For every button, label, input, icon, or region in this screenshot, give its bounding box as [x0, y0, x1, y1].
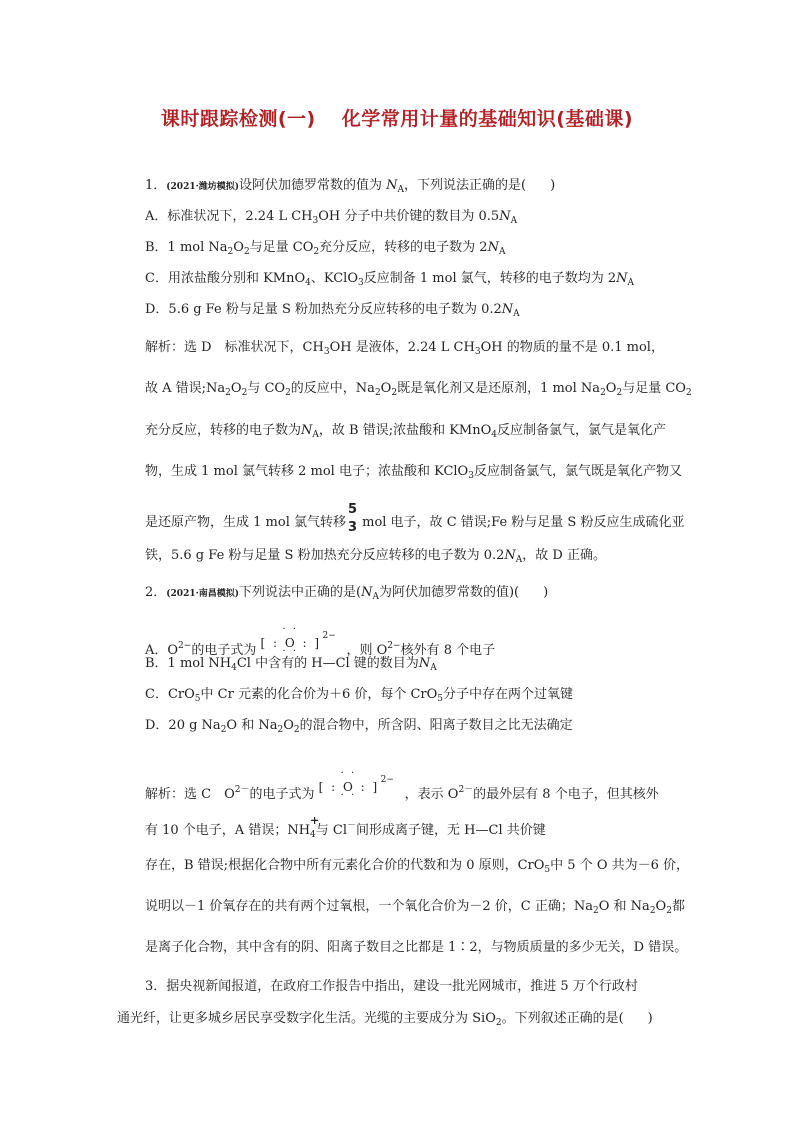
fraction-five-thirds: 5 3: [347, 502, 358, 535]
q1-analysis-line3: 充分反应，转移的电子数为$N_A$，故 B 错误;浓盐酸和 KMnO$_4$反应制备氯气，氯气是氧化产: [145, 423, 667, 440]
q1-analysis-line6: 铁，5.6 g Fe 粉与足量 S 粉加热充分反应转移的电子数为 $0.2N_A$，故 D 正确。: [145, 548, 606, 565]
title-part2: 化学常用计量的基础知识(基础课): [341, 108, 634, 130]
q1-option-b: B．1 mol $Na_2O_2$与足量 $CO_2$充分反应，转移的电子数为 $2N_A$: [145, 240, 506, 257]
q2-analysis-line5: 是离子化合物，其中含有的阴、阳离子数目之比都是 1∶2，与物质质量的多少无关，D 错误。: [145, 940, 688, 955]
q1-analysis-line1: 解析：选 D 标准状况下，$CH_3OH$ 是液体，2.24 L $CH_3OH$ 的物质的量不是 0.1 mol，: [145, 340, 664, 357]
oxide-ion-lewis-structure: · · [ : O : ] · · 2−: [260, 624, 336, 657]
q2-option-b: B．1 mol $NH_4Cl$ 中含有的 H—Cl 键的数目为$N_A$: [145, 656, 437, 673]
q2-analysis-line2: 有 10 个电子，A 错误；NH + $_4$与 Cl－间形成离子键，无 H—Cl 共价键: [145, 814, 546, 840]
q2-analysis-line3: 存在，B 错误;根据化合物中所有元素化合价的代数和为 0 原则，CrO$_5$中 5 个 O 共为－6 价，: [145, 858, 690, 875]
q3-stem-line1: 3．据央视新闻报道，在政府工作报告中指出，建设一批光网城市，推进 5 万个行政村: [145, 979, 638, 994]
q2-stem: 2．(2021·南昌模拟)下列说法中正确的是($N_A$为阿伏加德罗常数的值)( ): [145, 585, 549, 602]
q1-analysis-line4: 物，生成 1 mol 氯气转移 2 mol 电子；浓盐酸和 KClO$_3$反应制备氯气，氯气既是氧化产物又: [145, 464, 682, 481]
q1-analysis-line2: 故 A 错误$;Na_2O_2$与 $CO_2$的反应中，$Na_2O_2$既是氧化剂又是还原剂，1 mol $Na_2O_2$与足量 $CO_2$: [145, 381, 692, 398]
q1-option-a: A．标准状况下，2.24 L $CH_3OH$ 分子中共价键的数目为 $0.5N_A$: [145, 209, 518, 226]
oxide-ion-lewis-structure-2: · · [ : O : ] · · 2−: [318, 768, 394, 801]
q2-analysis-line4: 说明以－1 价氧存在的共有两个过氧根，一个氧化合价为－2 价，C 正确；$Na_2O$ 和 $Na_2O_2$都: [145, 899, 685, 916]
page-title: [0, 104, 794, 131]
q1-option-c: C．用浓盐酸分别和 KMnO$_4$、KClO$_3$反应制备 1 mol 氯气，转移的电子数均为 $2N_A$: [145, 271, 635, 288]
q1-stem: 1．(2021·潍坊模拟)设阿伏加德罗常数的值为 $N_A$，下列说法正确的是( ): [145, 178, 556, 195]
q2-option-c: C．CrO$_5$中 Cr 元素的化合价为＋6 价，每个 CrO$_5$分子中存在两个过氧键: [145, 687, 574, 704]
q1-option-d: D．5.6 g Fe 粉与足量 S 粉加热充分反应转移的电子数为 $0.2N_A$: [145, 302, 520, 319]
q1-analysis-line5: 是还原产物，生成 1 mol 氯气转移 5 3 mol 电子，故 C 错误;Fe 粉与足量 S 粉反应生成硫化亚: [145, 502, 685, 535]
title-part1: 课时跟踪检测(一): [160, 108, 316, 130]
q3-stem-line2: 通光纤，让更多城乡居民享受数字化生活。光缆的主要成分为 SiO$_2$。下列叙述正确的是( ): [117, 1011, 653, 1028]
q2-option-d: D．20 g $Na_2O$ 和 $Na_2O_2$的混合物中，所含阴、阳离子数目之比无法确定: [145, 718, 573, 735]
q2-option-a: A．$O^{2-}$的电子式为 · · [ : O : ] · · 2− ，则 $O^{2-}$核外有 8 个电子: [145, 624, 496, 658]
q2-analysis-line1: 解析：选 C $O^{2-}$的电子式为 · · [ : O : ] · · 2− ，表示 $O^{2-}$的最外层有 8 个电子，但其核外: [145, 768, 659, 802]
